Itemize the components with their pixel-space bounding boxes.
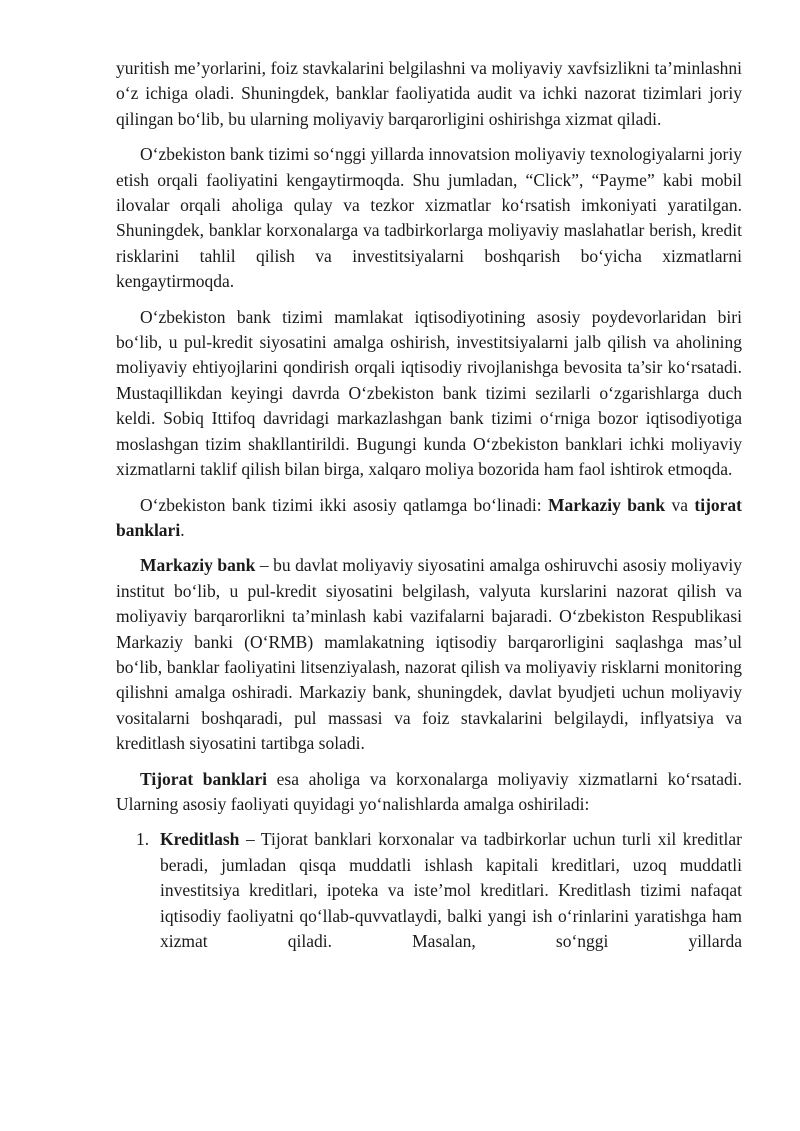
list-item-title: Kreditlash	[160, 829, 240, 850]
tiers-conjunction: va	[665, 494, 695, 515]
tiers-intro-text: O‘zbekiston bank tizimi ikki asosiy qatlamga bo‘linadi:	[140, 494, 548, 515]
paragraph-bank-system-overview: O‘zbekiston bank tizimi mamlakat iqtisodiyotining asosiy poydevorlaridan biri bo‘lib, u pul-kredit siyosatini amalga oshirish, investitsiyalarni jalb qilish va aholining moliyaviy ehtiyojlarini qondirish orqali iqtisodiy rivojlanishga bevosita ta’sir ko‘rsatadi. Mustaqillikdan keyingi davrda O‘zbekiston bank tizimi sezilarli o‘zgarishlarga duch keldi. Sobiq Ittifoq davridagi markazlashgan bank tizimi o‘rniga bozor iqtisodiyotiga moslashgan tizim shakllantirildi. Bugungi kunda O‘zbekiston banklari ichki moliyaviy xizmatlarni taklif qilish bilan birga, xalqaro moliya bozorida ham faol ishtirok etmoqda.	[116, 306, 742, 480]
list-item	[116, 827, 742, 954]
paragraph-commercial-banks	[116, 767, 742, 818]
paragraph-central-bank	[116, 553, 742, 756]
central-bank-term: Markaziy bank	[547, 494, 666, 515]
tiers-period: .	[180, 519, 185, 540]
document-body	[116, 56, 742, 954]
services-list	[116, 827, 742, 954]
central-bank-heading: Markaziy bank	[140, 555, 256, 576]
paragraph-continuation: yuritish me’yorlarini, foiz stavkalarini belgilashni va moliyaviy xavfsizlikni ta’minlashni o‘z ichiga oladi. Shuningdek, banklar faoliyatida audit va ichki nazorat tizimlari joriy qilingan bo‘lib, bu ularning moliyaviy barqarorligini oshirishga xizmat qiladi.	[116, 58, 742, 129]
central-bank-text: – bu davlat moliyaviy siyosatini amalga oshiruvchi asosiy moliyaviy institut bo‘lib, u pul-kredit siyosatini belgilash, valyuta kurslarini nazorat qilish va moliyaviy barqarorlikni ta’minlash kabi vazifalarni bajaradi. O‘zbekiston Respublikasi Markaziy banki (O‘RMB) mamlakatning iqtisodiy barqarorligini saqlashga mas’ul bo‘lib, banklar faoliyatini litsenziyalash, nazorat qilish va moliyaviy risklarni monitoring qilishni amalga oshiradi. Markaziy bank, shuningdek, davlat byudjeti uchun moliyaviy vositalarni boshqaradi, pul massasi va foiz stavkalarini belgilaydi, inflyatsiya va kreditlash siyosatini tartibga soladi.	[116, 555, 742, 754]
list-item-number: 1.	[136, 829, 150, 850]
commercial-banks-term: tijorat banklari	[116, 494, 742, 540]
list-item-text: – Tijorat banklari korxonalar va tadbirkorlar uchun turli xil kreditlar beradi, jumladan qisqa muddatli ishlash kapitali kreditlari, uzoq muddatli investitsiya kreditlari, ipoteka va iste’mol kreditlari. Kreditlash tizimi nafaqat iqtisodiy faoliyatni qo‘llab-quvvatlaydi, balki yangi ish o‘rinlarini yaratishga ham xizmat qiladi. Masalan, so‘nggi yillarda	[160, 829, 742, 951]
paragraph-innovations: O‘zbekiston bank tizimi so‘nggi yillarda innovatsion moliyaviy texnologiyalarni joriy etish orqali faoliyatini kengaytirmoqda. Shu jumladan, “Click”, “Payme” kabi mobil ilovalar orqali aholiga qulay va tezkor xizmatlar ko‘rsatish imkoniyati yaratilgan. Shuningdek, banklar korxonalarga va tadbirkorlarga moliyaviy maslahatlar berish, kredit risklarini tahlil qilish va investitsiyalarni boshqarish bo‘yicha xizmatlarni kengaytirmoqda.	[116, 144, 742, 292]
commercial-banks-heading: Tijorat banklari	[140, 768, 267, 789]
commercial-banks-text: esa aholiga va korxonalarga moliyaviy xizmatlarni ko‘rsatadi. Ularning asosiy faoliyati quyidagi yo‘nalishlarda amalga oshiriladi:	[116, 768, 742, 814]
paragraph-bank-system-tiers	[116, 493, 742, 544]
